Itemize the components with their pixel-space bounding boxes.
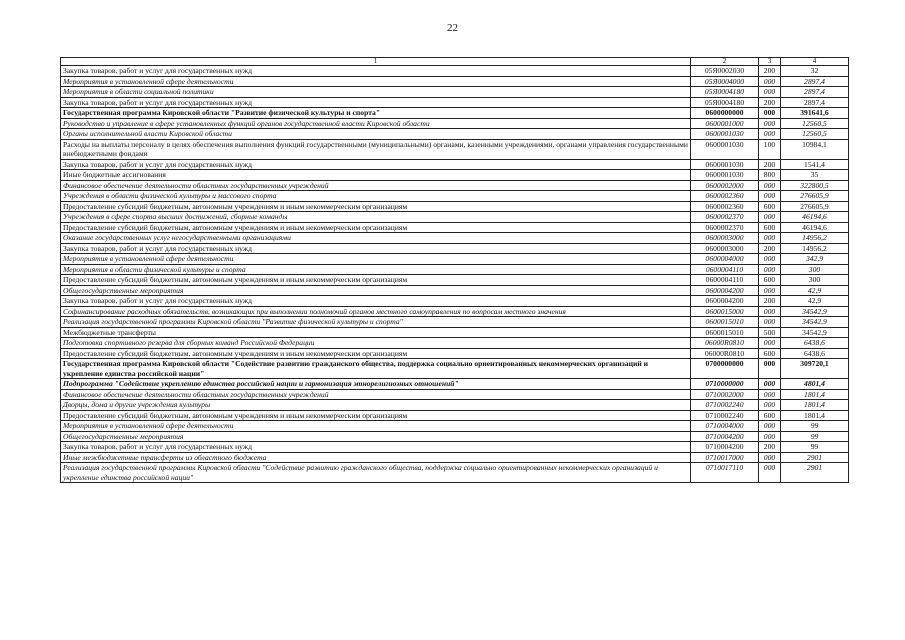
table-header-row [61,58,849,66]
row-expense-type-cell: 500 [759,327,781,338]
row-expense-type-cell: 000 [759,306,781,317]
table-row [61,159,849,170]
row-name-cell: Подготовка спортивного резерва для сборных команд Российской Федерации [61,338,691,349]
row-sum-cell: 2897,4 [781,76,849,87]
row-expense-type-cell: 600 [759,222,781,233]
row-code-cell: 0710004200 [691,442,759,453]
row-sum-cell: 300 [781,264,849,275]
header-col-2: 2 [691,58,759,66]
row-name-cell: Мероприятия в установленной сфере деятельности [61,76,691,87]
table-row [61,264,849,275]
table-row [61,254,849,265]
row-name-cell: Закупка товаров, работ и услуг для государственных нужд [61,296,691,307]
row-code-cell: 0600015000 [691,306,759,317]
row-name-cell: Учреждения в области физической культуры и массового спорта [61,191,691,202]
row-expense-type-cell: 600 [759,201,781,212]
row-name-cell: Финансовое обеспечение деятельности областных государственных учреждений [61,180,691,191]
table-row [61,233,849,244]
row-name-cell: Закупка товаров, работ и услуг для государственных нужд [61,442,691,453]
table-body [61,66,849,483]
row-sum-cell: 2897,4 [781,97,849,108]
row-code-cell: 0600004200 [691,296,759,307]
row-expense-type-cell: 200 [759,243,781,254]
row-sum-cell: 34542,9 [781,317,849,328]
row-sum-cell: 46194,6 [781,222,849,233]
row-code-cell: 0600004110 [691,264,759,275]
row-sum-cell: 1801,4 [781,410,849,421]
row-code-cell: 0600001030 [691,159,759,170]
row-code-cell: 0600002370 [691,212,759,223]
header-col-4: 4 [781,58,849,66]
row-sum-cell: 12560,5 [781,129,849,140]
row-name-cell: Дворцы, дома и другие учреждения культуры [61,400,691,411]
row-code-cell: 0600000000 [691,108,759,119]
row-sum-cell: 34542,9 [781,327,849,338]
row-sum-cell: 99 [781,442,849,453]
row-code-cell: 0600002360 [691,191,759,202]
row-name-cell: Государственная программа Кировской области "Развитие физической культуры и спорта" [61,108,691,119]
row-sum-cell: 32 [781,66,849,77]
row-name-cell: Мероприятия в области физической культуры и спорта [61,264,691,275]
row-name-cell: Финансовое обеспечение деятельности областных государственных учреждений [61,389,691,400]
row-name-cell: Закупка товаров, работ и услуг для государственных нужд [61,97,691,108]
row-name-cell: Предоставление субсидий бюджетным, автономным учреждениям и иным некоммерческим организациям [61,222,691,233]
row-code-cell: 0600001030 [691,170,759,181]
row-expense-type-cell: 100 [759,139,781,159]
row-sum-cell: 342,9 [781,254,849,265]
row-code-cell: 0700000000 [691,359,759,379]
row-code-cell: 0600015010 [691,327,759,338]
row-sum-cell: 2901 [781,452,849,463]
row-sum-cell: 14956,2 [781,243,849,254]
table-row [61,296,849,307]
budget-table [60,57,849,483]
table-row [61,129,849,140]
table-row [61,452,849,463]
row-name-cell: Закупка товаров, работ и услуг для государственных нужд [61,66,691,77]
row-code-cell: 06000R0810 [691,338,759,349]
row-name-cell: Руководство и управление в сфере установленных функций органов государственной власти Кировской области [61,118,691,129]
row-code-cell: 05Я0004000 [691,76,759,87]
row-code-cell: 0600002000 [691,180,759,191]
row-code-cell: 0710017000 [691,452,759,463]
table-row [61,431,849,442]
row-code-cell: 0600004200 [691,285,759,296]
row-expense-type-cell: 000 [759,191,781,202]
table-row [61,139,849,159]
row-name-cell: Органы исполнительной власти Кировской области [61,129,691,140]
row-expense-type-cell: 800 [759,170,781,181]
row-expense-type-cell: 000 [759,400,781,411]
row-code-cell: 0600001030 [691,129,759,140]
row-name-cell: Оказание государственных услуг негосударственными организациями [61,233,691,244]
table-row [61,275,849,286]
row-sum-cell: 46194,6 [781,212,849,223]
row-expense-type-cell: 000 [759,233,781,244]
table-row [61,348,849,359]
row-code-cell: 0600004110 [691,275,759,286]
row-name-cell: Подпрограмма "Содействие укреплению единства российской нации и гармонизация этнорелигиозных отношений" [61,379,691,390]
table-row [61,66,849,77]
row-sum-cell: 276605,9 [781,201,849,212]
row-sum-cell: 2897,4 [781,87,849,98]
table-row [61,170,849,181]
row-name-cell: Предоставление субсидий бюджетным, автономным учреждениям и иным некоммерческим организациям [61,275,691,286]
table-row [61,285,849,296]
row-expense-type-cell: 000 [759,87,781,98]
row-expense-type-cell: 000 [759,463,781,483]
table-row [61,306,849,317]
row-sum-cell: 12560,5 [781,118,849,129]
table-row [61,243,849,254]
row-sum-cell: 6438,6 [781,348,849,359]
table-row [61,212,849,223]
row-sum-cell: 391641,6 [781,108,849,119]
table-row [61,338,849,349]
header-col-1: 1 [61,58,691,66]
row-code-cell: 0710004000 [691,421,759,432]
row-code-cell: 0710002240 [691,400,759,411]
row-code-cell: 05Я0004180 [691,97,759,108]
row-sum-cell: 1541,4 [781,159,849,170]
table-row [61,108,849,119]
row-code-cell: 0600001030 [691,139,759,159]
row-name-cell: Реализация государственной программы Кировской области "Содействие развитию гражданского общества, поддержка социально ориентированных некоммерческих организаций и укрепление единства российской нации" [61,463,691,483]
row-sum-cell: 10984,1 [781,139,849,159]
row-sum-cell: 276605,9 [781,191,849,202]
table-row [61,389,849,400]
row-code-cell: 0600015010 [691,317,759,328]
row-expense-type-cell: 600 [759,410,781,421]
row-expense-type-cell: 000 [759,389,781,400]
row-name-cell: Расходы на выплаты персоналу в целях обеспечения выполнения функций государственными (муниципальными) органами, казенными учреждениями, органами управления государственными внебюджетными фондами [61,139,691,159]
row-expense-type-cell: 000 [759,129,781,140]
row-expense-type-cell: 000 [759,285,781,296]
row-sum-cell: 6438,6 [781,338,849,349]
row-name-cell: Государственная программа Кировской области "Содействие развитию гражданского общества, поддержка социально ориентированных некоммерческих организаций и укрепление единства российской нации" [61,359,691,379]
row-name-cell: Предоставление субсидий бюджетным, автономным учреждениям и иным некоммерческим организациям [61,410,691,421]
row-expense-type-cell: 000 [759,118,781,129]
row-code-cell: 0600002360 [691,201,759,212]
row-code-cell: 0600002370 [691,222,759,233]
row-name-cell: Межбюджетные трансферты [61,327,691,338]
row-expense-type-cell: 000 [759,317,781,328]
row-expense-type-cell: 000 [759,359,781,379]
row-expense-type-cell: 200 [759,66,781,77]
row-expense-type-cell: 000 [759,264,781,275]
row-code-cell: 0710002240 [691,410,759,421]
row-name-cell: Общегосударственные мероприятия [61,431,691,442]
row-code-cell: 0600003000 [691,233,759,244]
table-row [61,410,849,421]
row-expense-type-cell: 000 [759,180,781,191]
row-sum-cell: 322800,5 [781,180,849,191]
row-sum-cell: 1801,4 [781,389,849,400]
row-name-cell: Предоставление субсидий бюджетным, автономным учреждениям и иным некоммерческим организациям [61,348,691,359]
row-expense-type-cell: 200 [759,296,781,307]
row-code-cell: 0600001000 [691,118,759,129]
row-name-cell: Реализация государственной программы Кировской области "Развитие физической культуры и спорта" [61,317,691,328]
row-expense-type-cell: 000 [759,431,781,442]
row-code-cell: 0710017110 [691,463,759,483]
table-row [61,97,849,108]
table-row [61,76,849,87]
row-expense-type-cell: 000 [759,212,781,223]
table-row [61,201,849,212]
row-sum-cell: 42,9 [781,285,849,296]
row-name-cell: Мероприятия в установленной сфере деятельности [61,421,691,432]
row-code-cell: 06000R0810 [691,348,759,359]
row-expense-type-cell: 000 [759,254,781,265]
page-number: 22 [447,22,458,34]
table-row [61,327,849,338]
row-expense-type-cell: 200 [759,159,781,170]
row-code-cell: 05Я0004180 [691,87,759,98]
row-name-cell: Иные межбюджетные трансферты из областного бюджета [61,452,691,463]
table-row [61,379,849,390]
row-code-cell: 05Я0002030 [691,66,759,77]
row-sum-cell: 14956,2 [781,233,849,244]
row-name-cell: Закупка товаров, работ и услуг для государственных нужд [61,243,691,254]
row-code-cell: 0600004000 [691,254,759,265]
row-expense-type-cell: 000 [759,379,781,390]
table-row [61,180,849,191]
row-expense-type-cell: 600 [759,348,781,359]
row-sum-cell: 34542,9 [781,306,849,317]
row-sum-cell: 300 [781,275,849,286]
row-sum-cell: 42,9 [781,296,849,307]
table-row [61,222,849,233]
table-row [61,359,849,379]
row-code-cell: 0710000000 [691,379,759,390]
row-name-cell: Мероприятия в области социальной политики [61,87,691,98]
row-name-cell: Иные бюджетные ассигнования [61,170,691,181]
table-row [61,463,849,483]
row-code-cell: 0600003000 [691,243,759,254]
row-name-cell: Закупка товаров, работ и услуг для государственных нужд [61,159,691,170]
row-name-cell: Мероприятия в установленной сфере деятельности [61,254,691,265]
row-expense-type-cell: 000 [759,421,781,432]
header-col-3: 3 [759,58,781,66]
row-expense-type-cell: 200 [759,442,781,453]
row-sum-cell: 99 [781,431,849,442]
row-sum-cell: 309720,1 [781,359,849,379]
row-expense-type-cell: 000 [759,338,781,349]
row-sum-cell: 1801,4 [781,400,849,411]
table-row [61,421,849,432]
row-name-cell: Предоставление субсидий бюджетным, автономным учреждениям и иным некоммерческим организациям [61,201,691,212]
table-row [61,317,849,328]
row-expense-type-cell: 000 [759,452,781,463]
row-sum-cell: 99 [781,421,849,432]
row-sum-cell: 35 [781,170,849,181]
table-row [61,118,849,129]
table-row [61,191,849,202]
table-row [61,400,849,411]
row-sum-cell: 2901 [781,463,849,483]
row-expense-type-cell: 200 [759,97,781,108]
row-name-cell: Общегосударственные мероприятия [61,285,691,296]
row-expense-type-cell: 000 [759,108,781,119]
row-name-cell: Учреждения в сфере спорта высших достижений, сборные команды [61,212,691,223]
row-name-cell: Софинансирование расходных обязательств, возникающих при выполнении полномочий органов местного самоуправления по вопросам местного значения [61,306,691,317]
row-code-cell: 0710004200 [691,431,759,442]
row-expense-type-cell: 600 [759,275,781,286]
row-code-cell: 0710002000 [691,389,759,400]
table-row [61,87,849,98]
row-sum-cell: 4801,4 [781,379,849,390]
table-row [61,442,849,453]
row-expense-type-cell: 000 [759,76,781,87]
